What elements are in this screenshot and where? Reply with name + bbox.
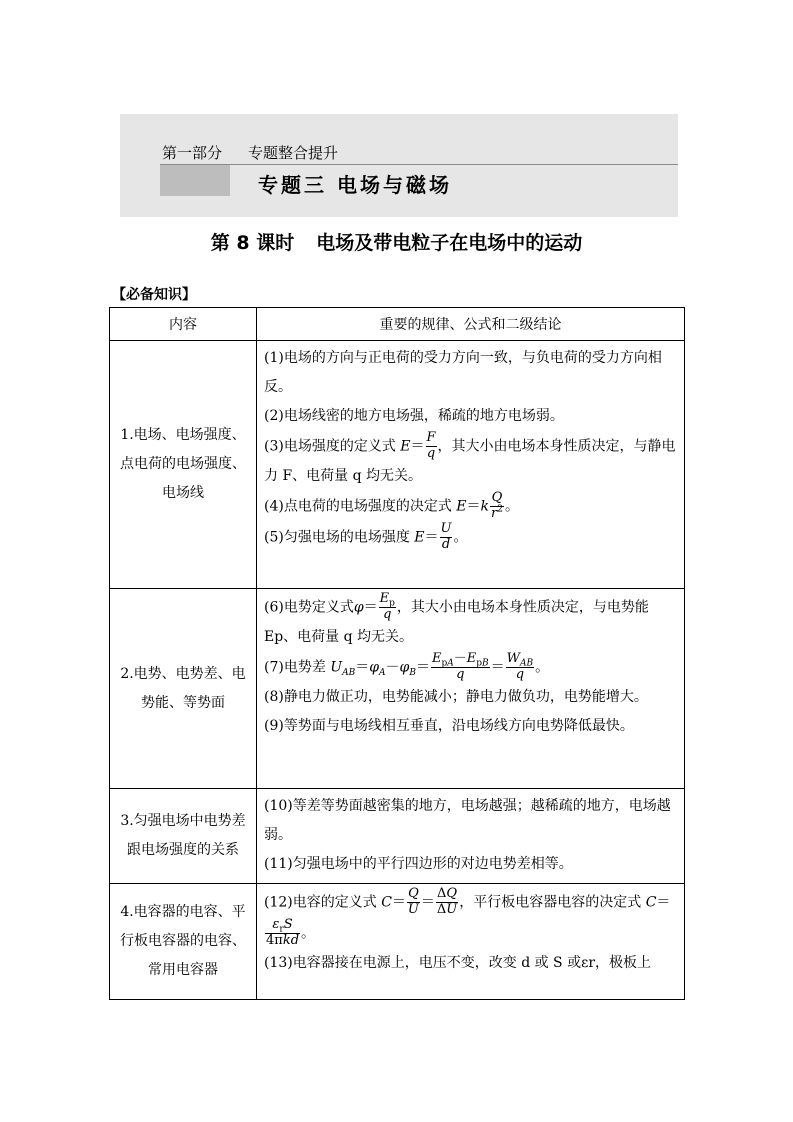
table-row [110, 884, 685, 1000]
row-content [257, 341, 685, 589]
formula-fraction: $\frac{\Delta Q}{\Delta U}$ [436, 886, 458, 917]
formula-fraction: $\frac{W_{AB}}{q}$ [506, 650, 534, 682]
rule-11: (11)匀强电场中的平行四边形的对边电势差相等。 [264, 856, 573, 872]
topic-title: 专题三 电场与磁场 [258, 173, 452, 197]
row-content [257, 884, 685, 1000]
formula-fraction: $\frac{E_p}{q}$ [379, 591, 395, 622]
banner-rule [160, 164, 678, 165]
formula-fraction: $\frac{F}{q}$ [426, 430, 436, 461]
row-topic: 3.匀强电场中电势差跟电场强度的关系 [110, 789, 257, 884]
part-heading [162, 142, 338, 163]
rule-13: (13)电容器接在电源上，电压不变，改变 d 或 S 或εr，极板上 [264, 954, 652, 971]
table-row [110, 341, 685, 589]
rule-10: (10)等差等势面越密集的地方，电场越强；越稀疏的地方，电场越弱。 [264, 798, 671, 843]
knowledge-table [109, 307, 685, 1000]
lesson-title [0, 228, 793, 255]
rule-4: (4)点电荷的电场强度的决定式 E＝k $\frac{Q}{r^2}$ 。 [264, 489, 519, 521]
rule-7: (7)电势差 $U_{AB}=\varphi_A-\varphi_B=$ $\frac{E_{pA}-E_{pB}}{q}$ ＝ $\frac{W_{AB}}{q}$ 。 [264, 650, 550, 682]
formula-fraction: $\frac{U}{d}$ [440, 520, 452, 552]
section-title: 【必备知识】 [112, 287, 196, 303]
row-topic: 2.电势、电势差、电势能、等势面 [110, 589, 257, 789]
part-title: 专题整合提升 [248, 144, 339, 162]
banner-gray-block [160, 165, 230, 196]
table-header-row [110, 308, 685, 341]
lesson-name: 电场及带电粒子在电场中的运动 [316, 232, 583, 254]
formula-fraction: $\frac{Q}{r^2}$ [491, 489, 503, 521]
formula-fraction: $\frac{E_{pA}-E_{pB}}{q}$ [431, 650, 489, 682]
rule-2: (2)电场线密的地方电场强，稀疏的地方电场弱。 [264, 408, 564, 424]
row-content [257, 589, 685, 789]
row-topic: 4.电容器的电容、平行板电容器的电容、常用电容器 [110, 884, 257, 1000]
header-rules: 重要的规律、公式和二级结论 [257, 308, 685, 341]
formula-fraction: $\frac{\varepsilon_rS}{\text{4πkd}}$ [266, 916, 300, 948]
rule-9: (9)等势面与电场线相互垂直，沿电场线方向电势降低最快。 [264, 717, 634, 734]
rule-3: (3)电场强度的定义式 E＝ $\frac{F}{q}$ ，其大小由电场本身性质决定，与静电力 F、电荷量 q 均无关。 [264, 430, 676, 484]
rule-5: (5)匀强电场的电场强度 E＝ $\frac{U}{d}$ 。 [264, 520, 468, 552]
table-row [110, 789, 685, 884]
table-row [110, 589, 685, 789]
rule-12: (12)电容的定义式 C＝ $\frac{Q}{U}$ ＝ $\frac{\Delta Q}{\Delta U}$ ，平行板电容器电容的决定式 C＝ $\frac{\varepsilon_rS}{\text{4πkd}}$ 。 [264, 886, 671, 948]
rule-1: (1)电场的方向与正电荷的受力方向一致，与负电荷的受力方向相反。 [264, 350, 662, 395]
row-content [257, 789, 685, 884]
header-content: 内容 [110, 308, 257, 341]
chapter-banner [120, 114, 678, 217]
part-label: 第一部分 [162, 144, 223, 162]
row-topic: 1.电场、电场强度、点电荷的电场强度、电场线 [110, 341, 257, 589]
lesson-number: 第 8 课时 [210, 232, 295, 254]
rule-6: (6)电势定义式φ＝ $\frac{E_p}{q}$ ，其大小由电场本身性质决定，与电势能 Ep、电荷量 q 均无关。 [264, 591, 649, 645]
rule-8: (8)静电力做正功，电势能减小；静电力做负功，电势能增大。 [264, 688, 648, 705]
formula-fraction: $\frac{Q}{U}$ [407, 886, 419, 917]
